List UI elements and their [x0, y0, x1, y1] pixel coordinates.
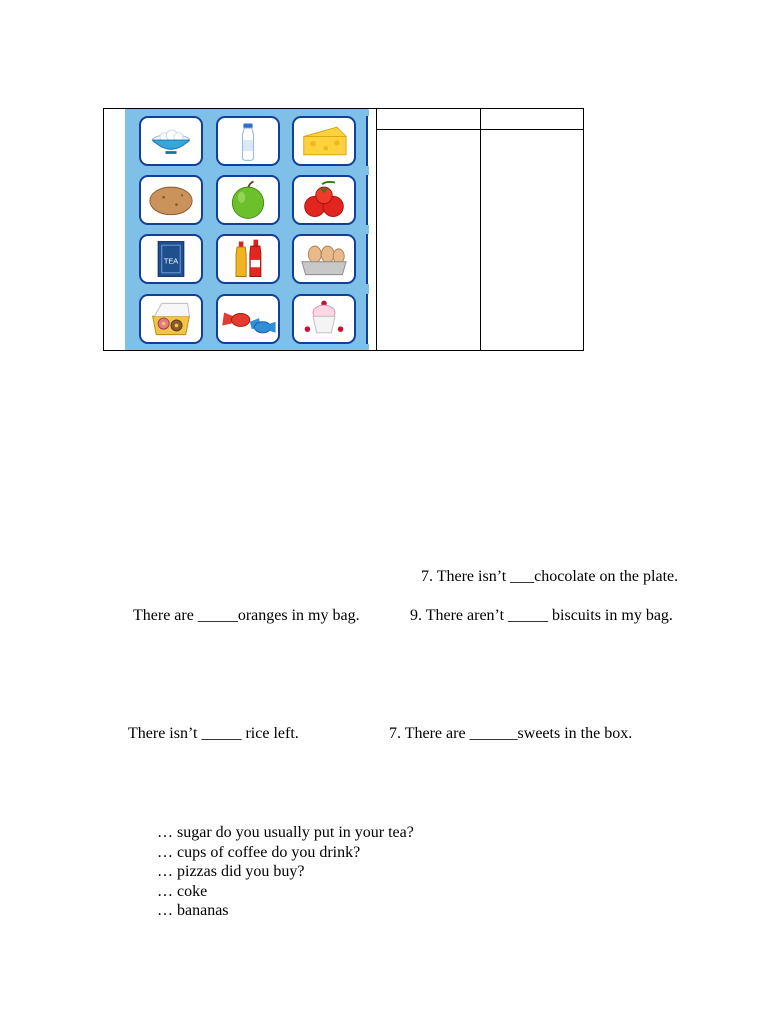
sentence-rice: There isn’t _____ rice left. — [128, 725, 299, 742]
tea-box-label: TEA — [163, 256, 179, 266]
tomatoes-icon — [292, 175, 356, 225]
table-column-divider — [480, 109, 481, 350]
food-table — [103, 108, 584, 351]
sentence-chocolate: 7. There isn’t ___chocolate on the plate. — [421, 568, 679, 585]
list-item: … cups of coffee do you drink? — [157, 843, 361, 861]
cupcake-icon — [292, 294, 356, 344]
sentence-sweets: 7. There are ______sweets in the box. — [389, 725, 633, 742]
potato-icon — [139, 175, 203, 225]
sentence-biscuits: 9. There aren’t _____ biscuits in my bag. — [410, 607, 673, 624]
food-picture-panel — [125, 109, 369, 350]
list-item: … coke — [157, 882, 208, 900]
clipped-tile-edge — [366, 175, 372, 225]
apple-icon — [216, 175, 280, 225]
list-item: … pizzas did you buy? — [157, 863, 305, 880]
list-item: … bananas — [157, 902, 229, 919]
milk-bottle-icon — [216, 116, 280, 166]
sauce-bottles-icon — [216, 234, 280, 284]
clipped-tile-edge — [366, 116, 372, 166]
clipped-tile-edge — [366, 294, 372, 344]
eggs-icon — [292, 234, 356, 284]
food-picture-cell — [104, 109, 377, 350]
list-item: … sugar do you usually put in your tea? — [157, 824, 414, 841]
clipped-tile-edge — [366, 234, 372, 284]
tea-box-icon — [139, 234, 203, 284]
sugar-bowl-icon — [139, 116, 203, 166]
candy-icon — [216, 294, 280, 344]
sentence-oranges: There are _____oranges in my bag. — [133, 607, 360, 624]
question-list — [157, 823, 414, 921]
donuts-box-icon — [139, 294, 203, 344]
cheese-icon — [292, 116, 356, 166]
